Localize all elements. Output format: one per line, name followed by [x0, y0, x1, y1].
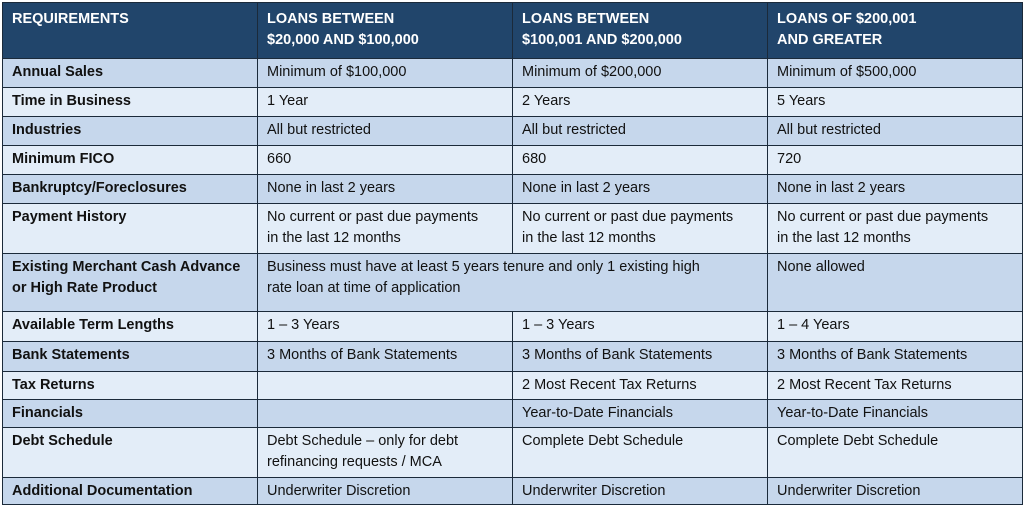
- table-cell: Complete Debt Schedule: [513, 428, 768, 478]
- table-cell: [258, 428, 513, 478]
- table-cell: None in last 2 years: [513, 175, 768, 204]
- table-cell: 3 Months of Bank Statements: [258, 342, 513, 372]
- table-cell: Year-to-Date Financials: [513, 400, 768, 428]
- row-label: Available Term Lengths: [3, 312, 258, 342]
- table-cell: [258, 372, 513, 400]
- table-cell: All but restricted: [513, 117, 768, 146]
- row-label-line: or High Rate Product: [12, 280, 158, 296]
- header-loans-200k-plus: [768, 3, 1023, 59]
- header-line: $20,000 AND $100,000: [267, 32, 419, 48]
- table-row: [3, 59, 1023, 88]
- loan-requirements-table: [2, 2, 1023, 505]
- cell-line: in the last 12 months: [777, 230, 911, 246]
- row-label: Financials: [3, 400, 258, 428]
- table-row: [3, 372, 1023, 400]
- table-cell: Minimum of $500,000: [768, 59, 1023, 88]
- cell-line: Business must have at least 5 years tenure and only 1 existing high: [267, 259, 700, 275]
- table-row: [3, 88, 1023, 117]
- cell-line: No current or past due payments: [267, 209, 479, 225]
- row-label-line: Existing Merchant Cash Advance: [12, 259, 241, 275]
- table-cell: 680: [513, 146, 768, 175]
- table-row: [3, 312, 1023, 342]
- table-row: [3, 117, 1023, 146]
- cell-line: rate loan at time of application: [267, 280, 461, 296]
- table-row: [3, 478, 1023, 505]
- table-cell: 1 – 4 Years: [768, 312, 1023, 342]
- table-cell: Underwriter Discretion: [258, 478, 513, 505]
- table-row: [3, 146, 1023, 175]
- header-line: LOANS BETWEEN: [522, 11, 650, 27]
- table-cell: Complete Debt Schedule: [768, 428, 1023, 478]
- row-label: Annual Sales: [3, 59, 258, 88]
- table-cell: 660: [258, 146, 513, 175]
- row-label: Time in Business: [3, 88, 258, 117]
- table-cell: [768, 204, 1023, 254]
- header-requirements: [3, 3, 258, 59]
- table-cell: 2 Most Recent Tax Returns: [768, 372, 1023, 400]
- table-cell: [513, 204, 768, 254]
- cell-line: in the last 12 months: [267, 230, 401, 246]
- table-row: [3, 400, 1023, 428]
- table-cell: Minimum of $200,000: [513, 59, 768, 88]
- table-row: [3, 428, 1023, 478]
- header-line: LOANS OF $200,001: [777, 11, 917, 27]
- table-row: [3, 254, 1023, 312]
- cell-line: refinancing requests / MCA: [267, 454, 442, 470]
- header-loans-100k-200k: [513, 3, 768, 59]
- table-cell: None allowed: [768, 254, 1023, 312]
- table-cell: 1 Year: [258, 88, 513, 117]
- row-label: Bank Statements: [3, 342, 258, 372]
- table-cell: None in last 2 years: [768, 175, 1023, 204]
- table-cell: 1 – 3 Years: [513, 312, 768, 342]
- table-cell: [258, 204, 513, 254]
- row-label: Payment History: [3, 204, 258, 254]
- table-row: [3, 204, 1023, 254]
- row-label: Minimum FICO: [3, 146, 258, 175]
- header-row: [3, 3, 1023, 59]
- row-label: [3, 254, 258, 312]
- row-label: Debt Schedule: [3, 428, 258, 478]
- table-cell: Minimum of $100,000: [258, 59, 513, 88]
- row-label: Tax Returns: [3, 372, 258, 400]
- table-row: [3, 175, 1023, 204]
- row-label: Bankruptcy/Foreclosures: [3, 175, 258, 204]
- table-cell: None in last 2 years: [258, 175, 513, 204]
- table-cell: 2 Years: [513, 88, 768, 117]
- table-cell: 720: [768, 146, 1023, 175]
- header-line: LOANS BETWEEN: [267, 11, 395, 27]
- table-cell: 1 – 3 Years: [258, 312, 513, 342]
- row-label: Industries: [3, 117, 258, 146]
- cell-line: No current or past due payments: [522, 209, 734, 225]
- row-label: Additional Documentation: [3, 478, 258, 505]
- cell-line: Debt Schedule – only for debt: [267, 433, 459, 449]
- table-cell: 2 Most Recent Tax Returns: [513, 372, 768, 400]
- table-cell: All but restricted: [258, 117, 513, 146]
- table-body: [3, 59, 1023, 505]
- header-line: AND GREATER: [777, 32, 883, 48]
- cell-line: No current or past due payments: [777, 209, 989, 225]
- table-cell: 3 Months of Bank Statements: [513, 342, 768, 372]
- table-cell: All but restricted: [768, 117, 1023, 146]
- table-cell-merged: [258, 254, 768, 312]
- table-cell: Underwriter Discretion: [513, 478, 768, 505]
- header-requirements-text: REQUIREMENTS: [12, 11, 129, 27]
- table-row: [3, 342, 1023, 372]
- table-header: [3, 3, 1023, 59]
- table-cell: 3 Months of Bank Statements: [768, 342, 1023, 372]
- table-cell: 5 Years: [768, 88, 1023, 117]
- cell-line: in the last 12 months: [522, 230, 656, 246]
- header-line: $100,001 AND $200,000: [522, 32, 682, 48]
- table-cell: Underwriter Discretion: [768, 478, 1023, 505]
- table-cell: Year-to-Date Financials: [768, 400, 1023, 428]
- header-loans-20k-100k: [258, 3, 513, 59]
- table-cell: [258, 400, 513, 428]
